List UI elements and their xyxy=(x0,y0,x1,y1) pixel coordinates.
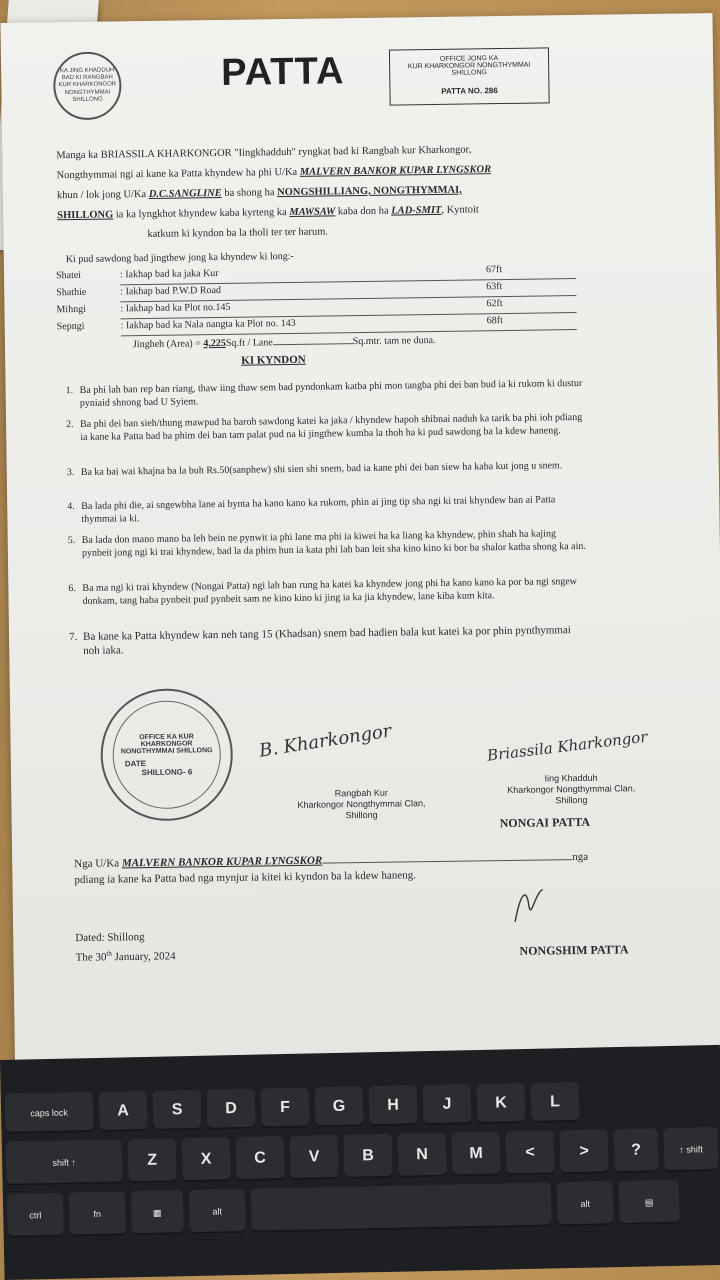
iing-khadduh-title: Iing Khadduh xyxy=(544,772,598,784)
office-box xyxy=(389,47,550,105)
condition-text: Ba phi dei ban sieh/thung mawpud ha baroh sawdong katei ka jaka / khyndew hapoh shibnai naduh ka tarik ba phi ioh pdiang ia kane ka Patta bad ba phim dei ban tam palat pud na ki jingthew kumba la thoh ha ki pud sawdong ba la kdew haneng. xyxy=(80,411,583,443)
nongshim-patta-label: NONGSHIM PATTA xyxy=(519,942,629,958)
intro-paragraph xyxy=(56,139,577,246)
condition-number: 7. xyxy=(68,631,78,644)
key-l[interactable]: L xyxy=(531,1082,580,1123)
key-v[interactable]: V xyxy=(290,1135,339,1180)
grantee-name: MALVERN BANKOR KUPAR LYNGSKOR xyxy=(299,164,492,178)
seal-bottom-text: OFFICE KA KUR KHARKONGOR NONGTHYMMAI SHILLONG xyxy=(120,732,213,755)
condition-number: 2. xyxy=(66,419,74,431)
acceptor-signature xyxy=(509,881,550,932)
acceptor-name: MALVERN BANKOR KUPAR LYNGSKOR xyxy=(121,854,323,870)
conditions-heading: KI KYNDON xyxy=(241,353,306,367)
acceptance-text: nga xyxy=(572,850,589,864)
area-sqmtr: Sq.mtr. tam ne duna. xyxy=(352,334,436,348)
condition-number: 6. xyxy=(68,583,76,595)
area-unit: Sq.ft / Lane xyxy=(225,337,273,349)
acceptance-text: Nga U/Ka xyxy=(74,857,122,871)
key-f[interactable]: F xyxy=(261,1088,310,1129)
plot-name: MAWSAW xyxy=(289,206,336,219)
intro-text: ia ka lyngkhot khyndew kaba kyrteng ka xyxy=(113,207,290,221)
rangbah-org: Kharkongor Nongthymmai Clan, xyxy=(297,798,426,810)
boundary-value: : Iakhap bad ka Plot no.145 xyxy=(120,301,231,315)
condition-3 xyxy=(67,459,587,494)
address: NONGSHILLIANG, NONGTHYMMAI, xyxy=(277,184,462,199)
dated-date xyxy=(75,949,175,964)
boundary-label: Shatei xyxy=(55,269,82,282)
parent-name: D.C.SANGLINE xyxy=(148,187,222,200)
nongai-patta-label: NONGAI PATTA xyxy=(499,814,591,831)
dated-place: Dated: Shillong xyxy=(75,931,145,945)
condition-text: Ba kane ka Patta khyndew kan neh tang 15 (Khadsan) snem bad hadien bala kut katei ka por phin pynthymmai noh iaka. xyxy=(82,624,571,657)
address-city: SHILLONG xyxy=(57,209,114,222)
boundary-label: Sepngi xyxy=(56,320,85,333)
rangbah-block xyxy=(291,787,431,822)
windows-key-icon[interactable]: ▦ xyxy=(131,1190,184,1235)
date-month-year: January, 2024 xyxy=(111,950,176,964)
iing-khadduh-org: Kharkongor Nongthymmai Clan, xyxy=(507,783,636,796)
area-label: Jingheh (Area) = xyxy=(132,338,204,351)
condition-7 xyxy=(69,623,589,658)
boundary-value: : Iakhap bad ka Nala nangta ka Plot no. 143 xyxy=(120,317,296,332)
key-h[interactable]: H xyxy=(369,1085,418,1126)
condition-4 xyxy=(67,493,587,528)
office-seal-bottom xyxy=(100,688,234,822)
boundary-value: : Iakhap bad ka jaka Kur xyxy=(119,268,219,281)
key-d[interactable]: D xyxy=(207,1089,256,1130)
key-fn[interactable]: fn xyxy=(69,1191,126,1236)
key-space[interactable] xyxy=(251,1182,552,1232)
intro-text: khun / lok jong U/Ka xyxy=(56,188,149,202)
boundary-label: Shathie xyxy=(56,286,87,299)
key-shift-right[interactable]: ↑ shift xyxy=(664,1127,719,1172)
key-shift-left[interactable]: shift ↑ xyxy=(6,1139,123,1185)
office-line-1: OFFICE JONG KA xyxy=(439,55,499,63)
office-seal-top xyxy=(53,51,122,120)
area-line xyxy=(133,335,436,350)
key-alt-left[interactable]: alt xyxy=(189,1189,246,1234)
rangbah-place: Shillong xyxy=(345,809,378,821)
condition-text: Ba ma ngi ki trai khyndew (Nongai Patta) ngi lah ban rung ha katei ka khyndew jong phi ha kano kano ka por ba ngi sngew donkam, tang haba pynbeit pud pynbeit sam ne kino kino ki jing ia ka jia khyndew, lane kiba kum kita. xyxy=(82,576,578,607)
condition-1 xyxy=(66,377,586,412)
key-m[interactable]: M xyxy=(452,1132,501,1177)
key-c[interactable]: C xyxy=(236,1136,285,1181)
intro-text: kaba don ha xyxy=(335,205,392,218)
laptop-keyboard xyxy=(0,1045,720,1280)
acceptance-text-2: pdiang ia kane ka Patta bad nga mynjur ia kitei ki kyndon ba la kdew haneng. xyxy=(74,869,417,887)
patta-number: PATTA NO. 286 xyxy=(441,86,498,96)
key-slash[interactable]: ? xyxy=(614,1128,659,1173)
seal-place: SHILLONG- 6 xyxy=(141,766,193,777)
condition-text: Ba lada don mano mano ba leh bein ne pynwit ia phi lane ma phi ia kiwei ha ka liang ka khyndew, phin shah ha kajing pynbeit jong ngi ki trai khyndew, bad la da phim hun ia kata phi lah ban leit sha kino kino ki bor ba shalor katba shong ka ain. xyxy=(81,528,586,559)
key-period[interactable]: > xyxy=(560,1129,609,1174)
key-a[interactable]: A xyxy=(99,1091,148,1132)
condition-5 xyxy=(68,527,589,576)
boundary-measure: 67ft xyxy=(485,264,503,276)
condition-text: Ba phi lah ban rep ban riang, thaw iing thaw sem bad pyndonkam katba phi mon tangba phi dei ban bud ia ki rukom ki dustur pyniaid shnong bad U Syiem. xyxy=(79,377,583,409)
intro-line-5: katkum ki kyndon ba la tholi ter ter harum. xyxy=(147,226,329,240)
boundary-value: : Iakhap bad P.W.D Road xyxy=(120,284,222,298)
iing-khadduh-signature: Briassila Kharkongor xyxy=(486,727,649,765)
condition-text: Ba ka bai wai khajna ba la buh Rs.50(sanphew) shi sien shi snem, bad ia kane phi dei ban siew ha kaba kut jong u snem. xyxy=(80,460,563,478)
document-title: PATTA xyxy=(220,50,345,94)
intro-text: , Kyntoit xyxy=(441,204,479,216)
condition-number: 5. xyxy=(67,535,76,547)
patta-document xyxy=(0,13,720,1103)
boundary-measure: 63ft xyxy=(486,281,503,293)
locality: LAD-SMIT xyxy=(391,204,442,217)
rangbah-signature: B. Kharkongor xyxy=(257,720,393,762)
key-z[interactable]: Z xyxy=(128,1138,177,1183)
condition-number: 3. xyxy=(66,467,75,479)
boundaries-intro: Ki pud sawdong bad jingthew jong ka khyndew ki long:- xyxy=(65,250,294,266)
boundary-measure: 62ft xyxy=(486,298,503,310)
condition-text: Ba lada phi die, ai sngewbha lane ai bynta ha kano kano ka rukom, phin ai jing tip sha ngi ki trai khyndew ban ai Patta thymmai ia ki. xyxy=(81,494,556,525)
acceptance-line xyxy=(74,850,634,870)
rangbah-title: Rangbah Kur xyxy=(334,787,388,799)
key-b[interactable]: B xyxy=(344,1134,393,1179)
condition-number: 1. xyxy=(65,385,74,397)
date-suffix: th xyxy=(106,949,112,958)
key-alt-right[interactable]: alt xyxy=(557,1181,614,1226)
key-n[interactable]: N xyxy=(398,1133,447,1178)
boundary-label: Mihngi xyxy=(56,303,87,316)
key-comma[interactable]: < xyxy=(506,1130,555,1175)
key-ctrl[interactable]: ctrl xyxy=(7,1193,64,1238)
seal-top-text: KA JING KHADDUH BAD KI RANGBAH KUR KHARKONGOR NONGTHYMMAI SHILLONG xyxy=(58,67,117,103)
office-line-2: KUR KHARKONGOR NONGTHYMMAI xyxy=(407,61,531,71)
iing-khadduh-place: Shillong xyxy=(555,794,588,806)
condition-number: 4. xyxy=(67,501,75,513)
key-caps-lock[interactable]: caps lock xyxy=(5,1092,94,1134)
seal-date-label: DATE xyxy=(124,758,147,768)
intro-line-1: Manga ka BRIASSILA KHARKONGOR "Iingkhadduh" ryngkat bad ki Rangbah kur Kharkongor, xyxy=(56,144,472,162)
condition-6 xyxy=(68,575,589,624)
key-g[interactable]: G xyxy=(315,1086,364,1127)
iing-khadduh-block xyxy=(501,772,641,807)
area-value: 4,225 xyxy=(203,337,226,350)
condition-2 xyxy=(66,411,587,460)
intro-text: Nongthymmai ngi ai kane ka Patta khyndew ha phi U/Ka xyxy=(56,166,300,182)
key-k[interactable]: K xyxy=(477,1083,526,1124)
intro-text: ba shong ha xyxy=(221,187,278,199)
key-j[interactable]: J xyxy=(423,1084,472,1125)
date-day: The 30 xyxy=(75,951,107,964)
office-line-3: SHILLONG xyxy=(451,69,487,77)
boundary-measure: 68ft xyxy=(486,315,503,327)
key-x[interactable]: X xyxy=(182,1137,231,1182)
menu-key-icon[interactable]: ▤ xyxy=(619,1180,680,1225)
key-s[interactable]: S xyxy=(153,1090,202,1131)
